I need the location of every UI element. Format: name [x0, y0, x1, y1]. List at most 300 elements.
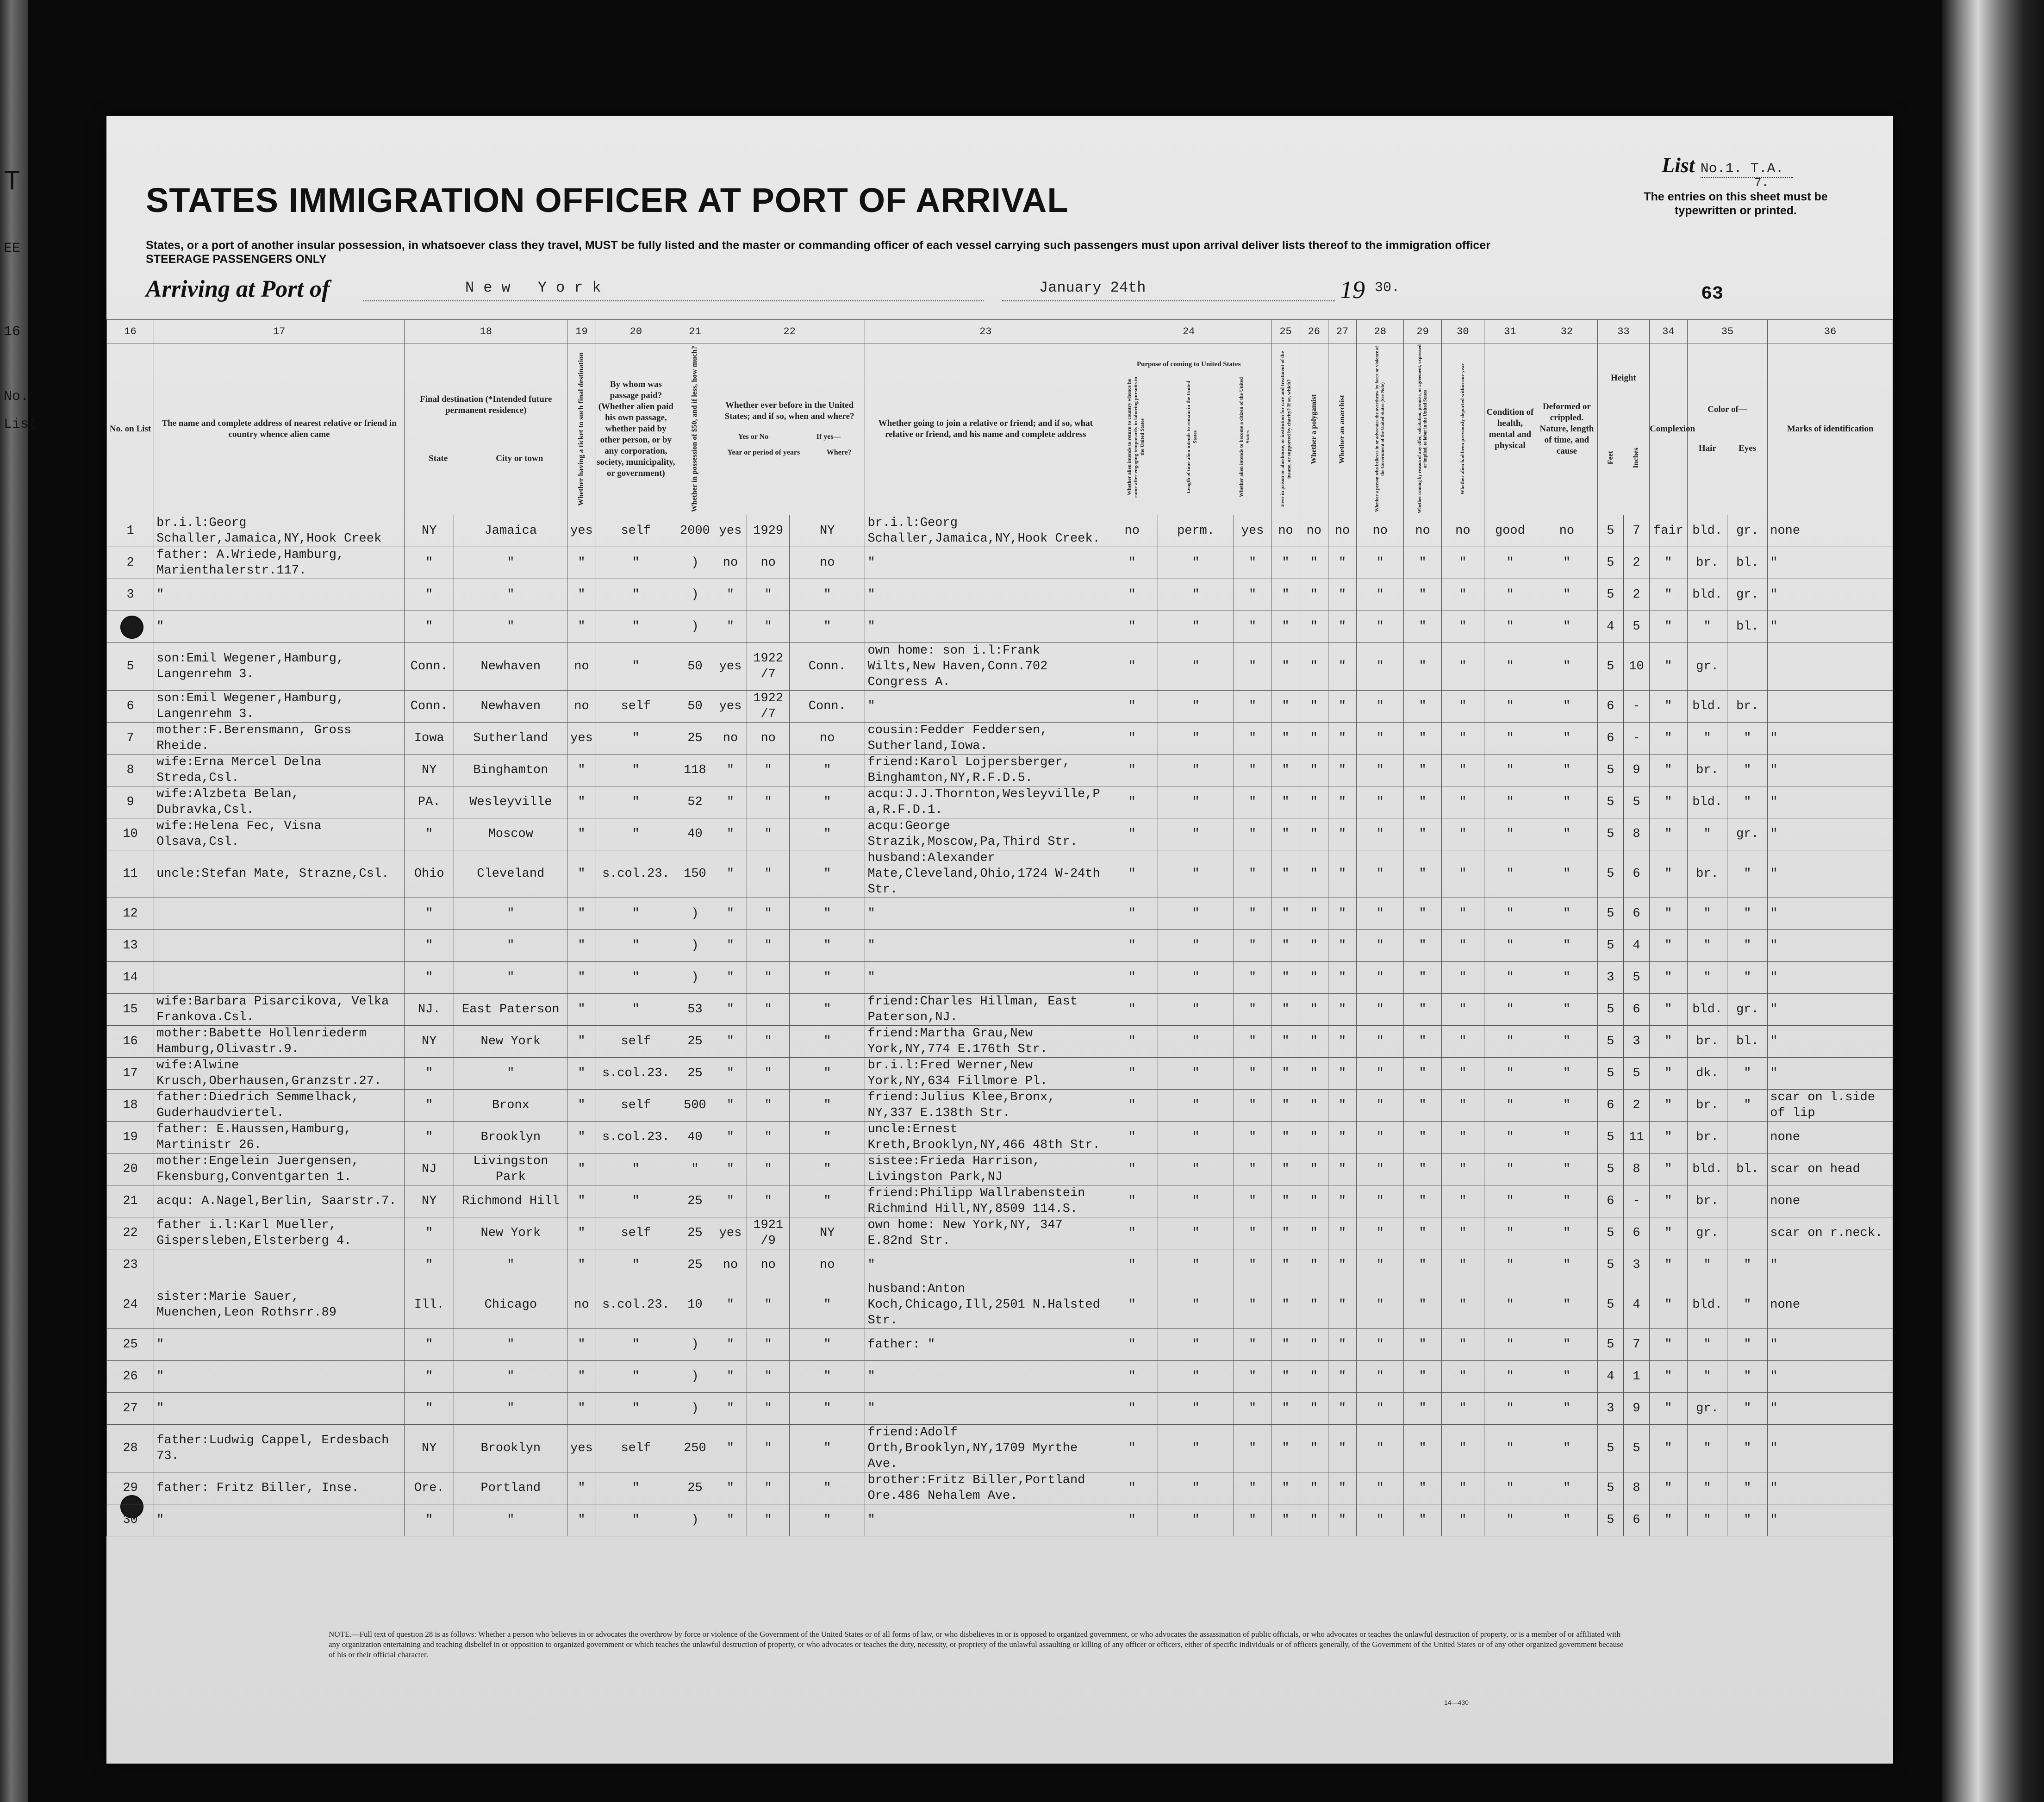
- purpose-citizen: ": [1234, 1058, 1271, 1090]
- page-number: 63: [1701, 284, 1724, 305]
- purpose-length: ": [1158, 962, 1234, 994]
- join-relative: father: ": [865, 1329, 1106, 1361]
- hair-color: br.: [1687, 1090, 1727, 1122]
- before-where: ": [790, 1329, 865, 1361]
- health-cell: ": [1484, 1361, 1536, 1393]
- relative-address: [154, 962, 405, 994]
- before-in-us: ": [714, 930, 747, 962]
- hair-color: bld.: [1687, 994, 1727, 1026]
- prison-cell: ": [1271, 611, 1300, 643]
- table-row: [107, 515, 1893, 547]
- purpose-return: ": [1106, 1393, 1158, 1425]
- height-inches: 8: [1623, 1472, 1649, 1504]
- anarchist-cell: ": [1328, 1329, 1356, 1361]
- before-where: no: [790, 547, 865, 579]
- join-relative: ": [865, 1393, 1106, 1425]
- header-height-label: Height: [1610, 373, 1636, 383]
- join-relative: sistee:Frieda Harrison, Livingston Park,NJ: [865, 1154, 1106, 1185]
- table-row: [107, 1361, 1893, 1393]
- height-inches: 11: [1623, 1122, 1649, 1154]
- column-number-row: [107, 320, 1893, 343]
- health-cell: good: [1484, 515, 1536, 547]
- passage-paid-by: ": [596, 1185, 676, 1217]
- join-relative: own home: New York,NY, 347 E.82nd Str.: [865, 1217, 1106, 1249]
- overthrow-cell: ": [1357, 1504, 1404, 1536]
- hair-color: ": [1687, 1425, 1727, 1472]
- table-row: [107, 1249, 1893, 1281]
- purpose-citizen: ": [1234, 818, 1271, 850]
- labor-offer-cell: ": [1404, 691, 1442, 723]
- column-number: 25: [1271, 320, 1300, 343]
- before-in-us: ": [714, 1026, 747, 1058]
- row-number: 19: [107, 1122, 154, 1154]
- labor-offer-cell: ": [1404, 930, 1442, 962]
- overthrow-cell: ": [1357, 994, 1404, 1026]
- deformed-cell: ": [1536, 1281, 1598, 1329]
- hair-color: br.: [1687, 850, 1727, 898]
- edge-fragment-t: T: [4, 167, 21, 198]
- before-where: ": [790, 1122, 865, 1154]
- height-feet: 5: [1597, 1122, 1623, 1154]
- purpose-return: ": [1106, 850, 1158, 898]
- money-amount: 25: [676, 1472, 714, 1504]
- passage-paid-by: ": [596, 643, 676, 691]
- deported-cell: ": [1441, 1472, 1484, 1504]
- ticket-cell: ": [567, 579, 596, 611]
- header-labor-offer: [1404, 343, 1442, 515]
- anarchist-cell: ": [1328, 579, 1356, 611]
- height-inches: 6: [1623, 898, 1649, 930]
- purpose-length: ": [1158, 786, 1234, 818]
- money-amount: 50: [676, 643, 714, 691]
- purpose-length: ": [1158, 1393, 1234, 1425]
- overthrow-cell: ": [1357, 1472, 1404, 1504]
- header-polygamist-label: Whether a polygamist: [1309, 394, 1318, 464]
- header-complexion: Complexion: [1650, 343, 1688, 515]
- ticket-cell: no: [567, 643, 596, 691]
- identification-marks: scar on l.side of lip: [1768, 1090, 1893, 1122]
- before-where: no: [790, 1249, 865, 1281]
- deported-cell: ": [1441, 1122, 1484, 1154]
- destination-city: Brooklyn: [454, 1122, 567, 1154]
- purpose-length: ": [1158, 1425, 1234, 1472]
- sheet-number: 7.: [1754, 176, 1769, 190]
- relative-address: wife:Helena Fec, Visna Olsava,Csl.: [154, 818, 405, 850]
- before-year: ": [747, 1329, 790, 1361]
- complexion-cell: ": [1650, 1504, 1688, 1536]
- header-overthrow: [1357, 343, 1404, 515]
- hair-color: gr.: [1687, 1393, 1727, 1425]
- table-row: [107, 754, 1893, 786]
- identification-marks: ": [1768, 547, 1893, 579]
- purpose-citizen: ": [1234, 1122, 1271, 1154]
- passage-paid-by: self: [596, 1090, 676, 1122]
- purpose-return: ": [1106, 898, 1158, 930]
- before-where: NY: [790, 515, 865, 547]
- before-year: ": [747, 1472, 790, 1504]
- overthrow-cell: ": [1357, 1185, 1404, 1217]
- passage-paid-by: ": [596, 898, 676, 930]
- destination-city: ": [454, 898, 567, 930]
- before-where: ": [790, 1154, 865, 1185]
- labor-offer-cell: ": [1404, 1090, 1442, 1122]
- relative-address: [154, 930, 405, 962]
- port-value: New York: [465, 279, 611, 296]
- ticket-cell: ": [567, 1154, 596, 1185]
- destination-state: Iowa: [405, 723, 454, 754]
- deported-cell: ": [1441, 691, 1484, 723]
- height-inches: 5: [1623, 611, 1649, 643]
- join-relative: ": [865, 930, 1106, 962]
- column-number: 19: [567, 320, 596, 343]
- purpose-citizen: ": [1234, 1249, 1271, 1281]
- eye-color: ": [1727, 1090, 1768, 1122]
- before-in-us: no: [714, 547, 747, 579]
- hair-color: dk.: [1687, 1058, 1727, 1090]
- before-where: ": [790, 818, 865, 850]
- anarchist-cell: no: [1328, 515, 1356, 547]
- passage-paid-by: ": [596, 1154, 676, 1185]
- height-inches: 10: [1623, 643, 1649, 691]
- before-where: ": [790, 850, 865, 898]
- header-health: Condition of health, mental and physical: [1484, 343, 1536, 515]
- join-relative: acqu:J.J.Thornton,Wesleyville,Pa,R.F.D.1.: [865, 786, 1106, 818]
- passage-paid-by: ": [596, 786, 676, 818]
- eye-color: bl.: [1727, 547, 1768, 579]
- identification-marks: ": [1768, 723, 1893, 754]
- destination-city: New York: [454, 1026, 567, 1058]
- join-relative: husband:Alexander Mate,Cleveland,Ohio,1724 W-24th Str.: [865, 850, 1106, 898]
- table-row: [107, 1472, 1893, 1504]
- height-feet: 5: [1597, 754, 1623, 786]
- row-number: 18: [107, 1090, 154, 1122]
- height-feet: 5: [1597, 1425, 1623, 1472]
- purpose-return: no: [1106, 515, 1158, 547]
- anarchist-cell: ": [1328, 1393, 1356, 1425]
- join-relative: ": [865, 1249, 1106, 1281]
- header-before-in-us: [714, 343, 865, 515]
- polygamist-cell: ": [1300, 1361, 1328, 1393]
- deformed-cell: ": [1536, 1154, 1598, 1185]
- table-row: [107, 723, 1893, 754]
- table-row: [107, 1122, 1893, 1154]
- passage-paid-by: self: [596, 1026, 676, 1058]
- column-number: 32: [1536, 320, 1598, 343]
- before-year: ": [747, 754, 790, 786]
- eye-color: ": [1727, 1249, 1768, 1281]
- join-relative: acqu:George Strazik,Moscow,Pa,Third Str.: [865, 818, 1106, 850]
- deformed-cell: ": [1536, 1361, 1598, 1393]
- relative-address: father: E.Haussen,Hamburg, Martinistr 26.: [154, 1122, 405, 1154]
- destination-state: ": [405, 962, 454, 994]
- before-in-us: ": [714, 962, 747, 994]
- purpose-return: ": [1106, 1217, 1158, 1249]
- polygamist-cell: ": [1300, 1504, 1328, 1536]
- destination-state: ": [405, 1090, 454, 1122]
- ticket-cell: ": [567, 818, 596, 850]
- row-number: 5: [107, 643, 154, 691]
- relative-address: father i.l:Karl Mueller, Gispersleben,Elsterberg 4.: [154, 1217, 405, 1249]
- arrival-port-row: [146, 275, 1858, 308]
- complexion-cell: ": [1650, 547, 1688, 579]
- passage-paid-by: ": [596, 1329, 676, 1361]
- before-year: ": [747, 1154, 790, 1185]
- purpose-citizen: ": [1234, 1154, 1271, 1185]
- health-cell: ": [1484, 1185, 1536, 1217]
- join-relative: uncle:Ernest Kreth,Brooklyn,NY,466 48th Str.: [865, 1122, 1106, 1154]
- eye-color: ": [1727, 1425, 1768, 1472]
- destination-city: Sutherland: [454, 723, 567, 754]
- anarchist-cell: ": [1328, 1281, 1356, 1329]
- header-ticket-label: Whether having a ticket to such final destination: [577, 352, 586, 506]
- row-number: 24: [107, 1281, 154, 1329]
- header-labor-offer-label: Whether coming by reason of any offer, solicitation, promise, or agreement, expressed or implied, to labor in the United States: [1417, 344, 1428, 514]
- purpose-length: ": [1158, 1472, 1234, 1504]
- before-where: ": [790, 1281, 865, 1329]
- row-number: 10: [107, 818, 154, 850]
- deported-cell: ": [1441, 1393, 1484, 1425]
- form-code: 14—430: [1444, 1699, 1469, 1706]
- destination-city: East Paterson: [454, 994, 567, 1026]
- destination-state: NJ: [405, 1154, 454, 1185]
- join-relative: friend:Philipp Wallrabenstein Richmind Hill,NY,8509 114.S.: [865, 1185, 1106, 1217]
- purpose-citizen: ": [1234, 850, 1271, 898]
- deported-cell: ": [1441, 818, 1484, 850]
- table-row: [107, 786, 1893, 818]
- height-feet: 5: [1597, 1329, 1623, 1361]
- before-year: ": [747, 579, 790, 611]
- row-number: 20: [107, 1154, 154, 1185]
- destination-city: ": [454, 930, 567, 962]
- complexion-cell: ": [1650, 1090, 1688, 1122]
- relative-address: ": [154, 611, 405, 643]
- deformed-cell: ": [1536, 994, 1598, 1026]
- deported-cell: ": [1441, 786, 1484, 818]
- before-in-us: ": [714, 898, 747, 930]
- hair-color: ": [1687, 611, 1727, 643]
- deformed-cell: ": [1536, 1393, 1598, 1425]
- join-relative: ": [865, 1361, 1106, 1393]
- purpose-return: ": [1106, 1154, 1158, 1185]
- purpose-return: ": [1106, 786, 1158, 818]
- column-number: 21: [676, 320, 714, 343]
- arrival-date: January 24th: [1039, 279, 1146, 296]
- destination-state: ": [405, 1361, 454, 1393]
- complexion-cell: ": [1650, 1217, 1688, 1249]
- row-number: 15: [107, 994, 154, 1026]
- eye-color: ": [1727, 723, 1768, 754]
- money-amount: 40: [676, 818, 714, 850]
- row-number: 28: [107, 1425, 154, 1472]
- height-inches: 3: [1623, 1026, 1649, 1058]
- before-where: Conn.: [790, 691, 865, 723]
- identification-marks: ": [1768, 786, 1893, 818]
- purpose-length: ": [1158, 994, 1234, 1026]
- relative-address: son:Emil Wegener,Hamburg, Langenrehm 3.: [154, 691, 405, 723]
- identification-marks: scar on r.neck.: [1768, 1217, 1893, 1249]
- overthrow-cell: ": [1357, 1393, 1404, 1425]
- polygamist-cell: ": [1300, 1425, 1328, 1472]
- money-amount: ): [676, 898, 714, 930]
- purpose-citizen: ": [1234, 754, 1271, 786]
- prison-cell: ": [1271, 1026, 1300, 1058]
- labor-offer-cell: ": [1404, 1122, 1442, 1154]
- before-year: ": [747, 1185, 790, 1217]
- complexion-cell: ": [1650, 691, 1688, 723]
- port-label: Arriving at Port of: [146, 276, 330, 302]
- before-year: 1921/9: [747, 1217, 790, 1249]
- before-where: ": [790, 1393, 865, 1425]
- before-where: ": [790, 962, 865, 994]
- header-prison-label: Ever in prison or almshouse, or institution for care and treatment of the insane, or supported by charity? If so, which?: [1279, 351, 1292, 507]
- height-feet: 3: [1597, 962, 1623, 994]
- deformed-cell: ": [1536, 1026, 1598, 1058]
- complexion-cell: ": [1650, 579, 1688, 611]
- relative-address: wife:Alwine Krusch,Oberhausen,Granzstr.27.: [154, 1058, 405, 1090]
- before-year: ": [747, 611, 790, 643]
- passage-paid-by: ": [596, 994, 676, 1026]
- destination-city: Newhaven: [454, 643, 567, 691]
- deported-cell: ": [1441, 1026, 1484, 1058]
- health-cell: ": [1484, 1393, 1536, 1425]
- relative-address: mother:Babette Hollenriederm Hamburg,Olivastr.9.: [154, 1026, 405, 1058]
- header-passage-paid: By whom was passage paid? (Whether alien paid his own passage, whether paid by other person, or by any corporation, society, municipality, or government): [596, 343, 676, 515]
- before-year: ": [747, 1281, 790, 1329]
- height-feet: 5: [1597, 1154, 1623, 1185]
- purpose-length: ": [1158, 611, 1234, 643]
- money-amount: 25: [676, 1058, 714, 1090]
- height-inches: 8: [1623, 818, 1649, 850]
- purpose-return: ": [1106, 1425, 1158, 1472]
- join-relative: brother:Fritz Biller,Portland Ore.486 Nehalem Ave.: [865, 1472, 1106, 1504]
- header-before-label: Whether ever before in the United States; and if so, when and where?: [724, 400, 854, 421]
- hair-color: gr.: [1687, 643, 1727, 691]
- purpose-length: ": [1158, 643, 1234, 691]
- purpose-return: ": [1106, 994, 1158, 1026]
- table-row: [107, 547, 1893, 579]
- deported-cell: ": [1441, 1217, 1484, 1249]
- purpose-return: ": [1106, 723, 1158, 754]
- row-number: 1: [107, 515, 154, 547]
- ticket-cell: ": [567, 1504, 596, 1536]
- health-cell: ": [1484, 1090, 1536, 1122]
- row-number: 8: [107, 754, 154, 786]
- purpose-citizen: ": [1234, 962, 1271, 994]
- before-in-us: ": [714, 1090, 747, 1122]
- money-amount: ): [676, 547, 714, 579]
- money-amount: ): [676, 611, 714, 643]
- page-title: STATES IMMIGRATION OFFICER AT PORT OF ARRIVAL: [146, 181, 1069, 219]
- destination-city: Newhaven: [454, 691, 567, 723]
- column-number: 35: [1687, 320, 1768, 343]
- column-number: 22: [714, 320, 865, 343]
- purpose-return: ": [1106, 643, 1158, 691]
- join-relative: br.i.l:Fred Werner,New York,NY,634 Fillmore Pl.: [865, 1058, 1106, 1090]
- deformed-cell: ": [1536, 754, 1598, 786]
- before-in-us: yes: [714, 1217, 747, 1249]
- deformed-cell: ": [1536, 962, 1598, 994]
- deported-cell: ": [1441, 850, 1484, 898]
- polygamist-cell: ": [1300, 818, 1328, 850]
- purpose-return: ": [1106, 1185, 1158, 1217]
- labor-offer-cell: ": [1404, 1058, 1442, 1090]
- before-in-us: ": [714, 1393, 747, 1425]
- height-inches: 2: [1623, 579, 1649, 611]
- purpose-return: ": [1106, 1026, 1158, 1058]
- passage-paid-by: self: [596, 1425, 676, 1472]
- before-year: no: [747, 723, 790, 754]
- purpose-length: ": [1158, 1217, 1234, 1249]
- before-where: ": [790, 611, 865, 643]
- health-cell: ": [1484, 818, 1536, 850]
- before-year: ": [747, 962, 790, 994]
- purpose-citizen: ": [1234, 1281, 1271, 1329]
- eye-color: bl.: [1727, 611, 1768, 643]
- join-relative: friend:Charles Hillman, East Paterson,NJ.: [865, 994, 1106, 1026]
- overthrow-cell: no: [1357, 515, 1404, 547]
- prison-cell: no: [1271, 515, 1300, 547]
- before-where: ": [790, 1058, 865, 1090]
- purpose-return: ": [1106, 1122, 1158, 1154]
- labor-offer-cell: ": [1404, 818, 1442, 850]
- before-year: ": [747, 850, 790, 898]
- column-number: 16: [107, 320, 154, 343]
- ticket-cell: yes: [567, 515, 596, 547]
- passage-paid-by: ": [596, 818, 676, 850]
- anarchist-cell: ": [1328, 786, 1356, 818]
- labor-offer-cell: no: [1404, 515, 1442, 547]
- health-cell: ": [1484, 962, 1536, 994]
- header-deported: [1441, 343, 1484, 515]
- overthrow-cell: ": [1357, 786, 1404, 818]
- hair-color: br.: [1687, 754, 1727, 786]
- destination-city: Portland: [454, 1472, 567, 1504]
- passage-paid-by: ": [596, 611, 676, 643]
- header-final-destination: [405, 343, 567, 515]
- row-number: 9: [107, 786, 154, 818]
- destination-state: ": [405, 611, 454, 643]
- complexion-cell: ": [1650, 786, 1688, 818]
- deported-cell: ": [1441, 1281, 1484, 1329]
- deported-cell: ": [1441, 579, 1484, 611]
- join-relative: ": [865, 611, 1106, 643]
- eye-color: ": [1727, 1472, 1768, 1504]
- before-where: ": [790, 1361, 865, 1393]
- anarchist-cell: ": [1328, 818, 1356, 850]
- before-in-us: ": [714, 1425, 747, 1472]
- height-inches: 4: [1623, 930, 1649, 962]
- complexion-cell: ": [1650, 1472, 1688, 1504]
- labor-offer-cell: ": [1404, 1249, 1442, 1281]
- table-row: [107, 643, 1893, 691]
- header-purpose-length: Length of time alien intends to remain in the United States: [1186, 380, 1198, 493]
- before-in-us: ": [714, 1281, 747, 1329]
- row-number: 11: [107, 850, 154, 898]
- destination-city: Jamaica: [454, 515, 567, 547]
- before-year: ": [747, 1504, 790, 1536]
- passage-paid-by: ": [596, 1361, 676, 1393]
- before-in-us: ": [714, 850, 747, 898]
- anarchist-cell: ": [1328, 1026, 1356, 1058]
- purpose-return: ": [1106, 611, 1158, 643]
- labor-offer-cell: ": [1404, 754, 1442, 786]
- labor-offer-cell: ": [1404, 1425, 1442, 1472]
- deformed-cell: ": [1536, 786, 1598, 818]
- height-inches: 7: [1623, 1329, 1649, 1361]
- prison-cell: ": [1271, 818, 1300, 850]
- overthrow-cell: ": [1357, 1361, 1404, 1393]
- join-relative: friend:Martha Grau,New York,NY,774 E.176th Str.: [865, 1026, 1106, 1058]
